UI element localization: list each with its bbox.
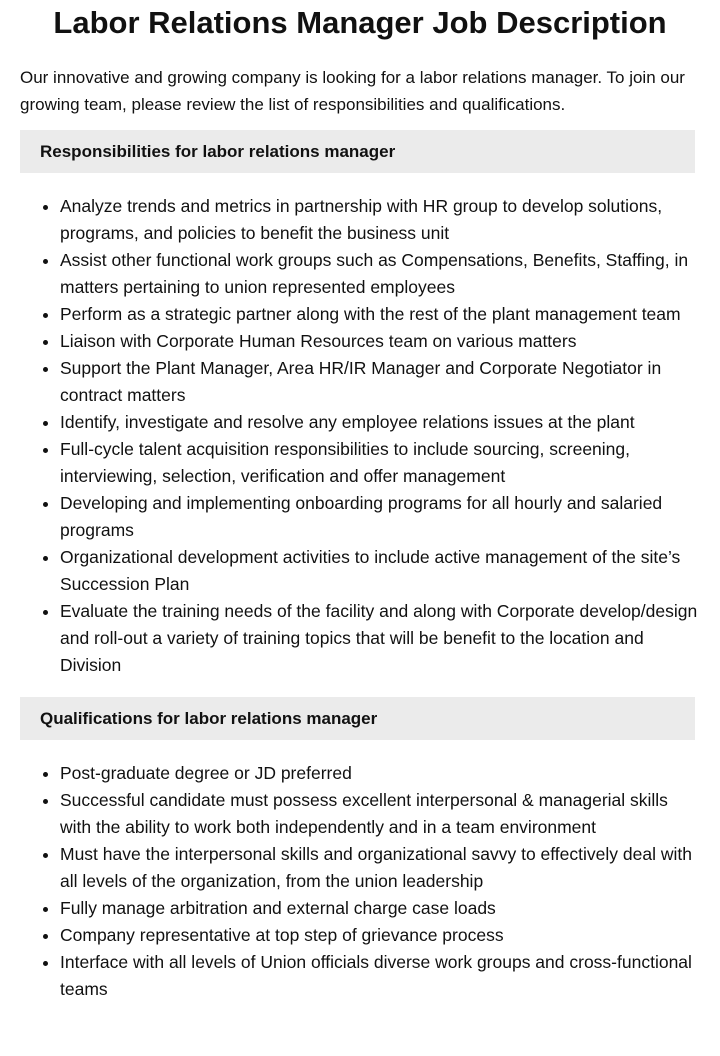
page-title: Labor Relations Manager Job Description bbox=[53, 5, 667, 40]
list-item: • Company representative at top step of grievance process bbox=[60, 922, 700, 949]
list-item: • Support the Plant Manager, Area HR/IR Manager and Corporate Negotiator in contract matters bbox=[60, 355, 700, 409]
responsibilities-list bbox=[20, 193, 700, 679]
list-item: • Analyze trends and metrics in partnership with HR group to develop solutions, programs, and policies to benefit the business unit bbox=[60, 193, 700, 247]
qualifications-list bbox=[20, 760, 700, 1003]
list-item: • Perform as a strategic partner along with the rest of the plant management team bbox=[60, 301, 700, 328]
list-item: • Organizational development activities to include active management of the site’s Succession Plan bbox=[60, 544, 700, 598]
list-item: • Successful candidate must possess excellent interpersonal & managerial skills with the ability to work both independently and in a team environment bbox=[60, 787, 700, 841]
list-item: • Must have the interpersonal skills and organizational savvy to effectively deal with all levels of the organization, from the union leadership bbox=[60, 841, 700, 895]
list-item: • Full-cycle talent acquisition responsibilities to include sourcing, screening, interviewing, selection, verification and offer management bbox=[60, 436, 700, 490]
list-item: • Assist other functional work groups such as Compensations, Benefits, Staffing, in matters pertaining to union represented employees bbox=[60, 247, 700, 301]
list-item: • Developing and implementing onboarding programs for all hourly and salaried programs bbox=[60, 490, 700, 544]
list-item: • Liaison with Corporate Human Resources team on various matters bbox=[60, 328, 700, 355]
list-item: • Identify, investigate and resolve any employee relations issues at the plant bbox=[60, 409, 700, 436]
qualifications-heading: Qualifications for labor relations manager bbox=[20, 697, 695, 740]
intro-text: Our innovative and growing company is looking for a labor relations manager. To join our growing team, please review the list of responsibilities and qualifications. bbox=[20, 68, 685, 114]
responsibilities-heading: Responsibilities for labor relations manager bbox=[20, 130, 695, 173]
list-item: • Interface with all levels of Union officials diverse work groups and cross-functional teams bbox=[60, 949, 700, 1003]
list-item: • Fully manage arbitration and external charge case loads bbox=[60, 895, 700, 922]
list-item: • Post-graduate degree or JD preferred bbox=[60, 760, 700, 787]
list-item: • Evaluate the training needs of the facility and along with Corporate develop/design and roll-out a variety of training topics that will be benefit to the location and Division bbox=[60, 598, 700, 679]
